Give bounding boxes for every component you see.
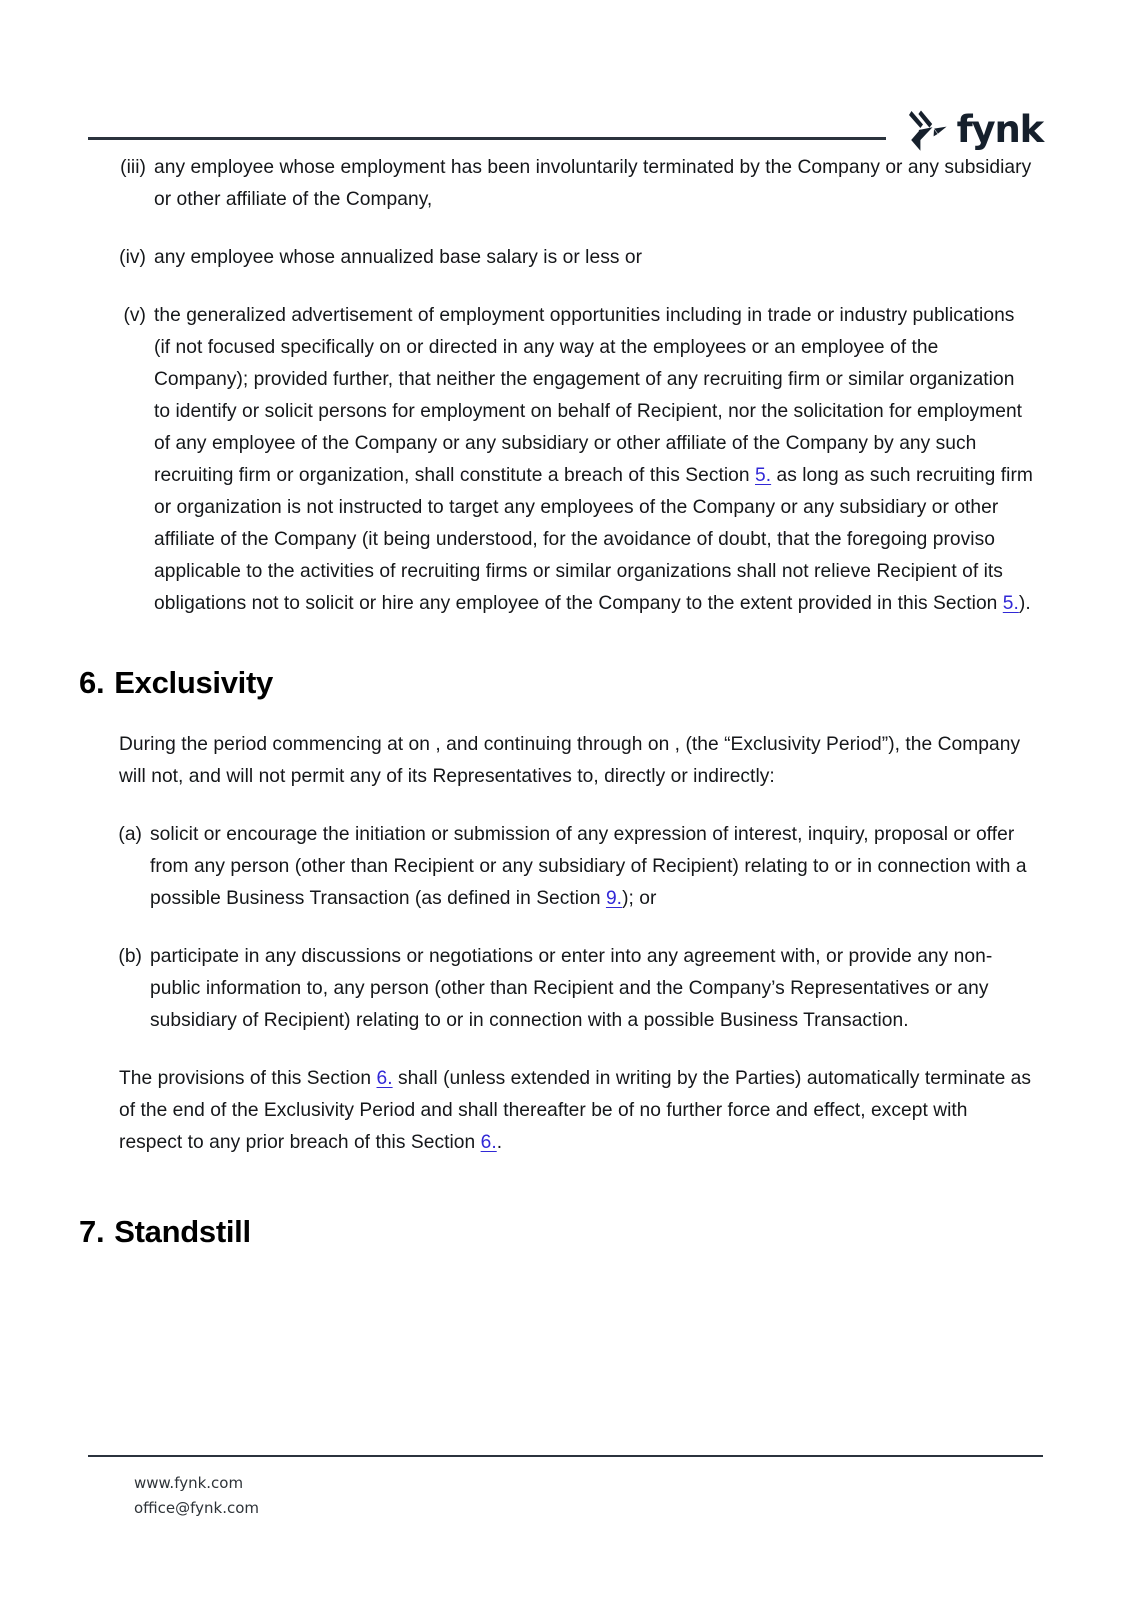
section6-closing-paragraph [119, 1063, 1034, 1159]
section-heading-7 [79, 1213, 1034, 1250]
brand-wordmark: fynk [956, 108, 1043, 151]
list-item-text: any employee whose employment has been involuntarily terminated by the Company or any subsidiary or other affiliate of the Company, [154, 157, 1032, 210]
list-marker: (b) [118, 946, 142, 968]
page-header [88, 104, 1043, 152]
clause-text-part: solicit or encourage the initiation or submission of any expression of interest, inquiry, proposal or offer from any person (other than Recipient or any subsidiary of Recipient) relating to or in connection with a possible Business Transaction (as defined in Section [150, 824, 1027, 910]
section6-intro-paragraph: During the period commencing at on , and continuing through on , (the “Exclusivity Period”), the Company will not, and will not permit any of its Representatives to, directly or indirectly: [119, 734, 1021, 788]
section-number: 6. [79, 665, 105, 700]
section-reference-link[interactable]: 5. [1002, 593, 1019, 614]
list-marker: (v) [123, 305, 146, 326]
list-item-text [154, 300, 1034, 620]
section-number: 7. [79, 1214, 105, 1250]
clause-text-part: . [496, 1132, 503, 1154]
section-reference-link[interactable]: 6. [376, 1068, 393, 1090]
list-item [108, 941, 1034, 1037]
clause-text-part: shall (unless extended in writing by the Parties) automatically terminate as of the end of the Exclusivity Period and shall thereafter be of no further force and effect, except with respect to any prior breach of this Section [119, 1068, 1032, 1154]
section-reference-link[interactable]: 9. [605, 888, 623, 910]
section-reference-link[interactable]: 5. [755, 465, 772, 486]
list-item [108, 242, 1034, 274]
page-footer [88, 1455, 1043, 1521]
clause-text-part: The provisions of this Section [119, 1068, 377, 1090]
brand-logo [908, 109, 1043, 153]
footer-website[interactable]: www.fynk.com [134, 1474, 244, 1492]
section-title: Standstill [114, 1214, 251, 1250]
list-marker: (a) [118, 824, 142, 846]
list-item-text: any employee whose annualized base salary is or less or [154, 247, 643, 268]
lettered-list [108, 819, 1034, 1037]
list-marker: (iv) [119, 247, 146, 268]
clause-text-part: participate in any discussions or negotiations or enter into any agreement with, or provide any non-public information to, any person (other than Recipient and the Company’s Representatives or any subsidiary of Recipient) relating to or in connection with a possible Business Transaction. [150, 946, 993, 1032]
clause-text-part: ). [1018, 593, 1031, 614]
list-item [108, 152, 1034, 216]
footer-divider [88, 1455, 1043, 1457]
footer-contact-info [134, 1471, 1043, 1521]
section-heading-6 [79, 664, 1034, 701]
document-content [79, 152, 1034, 1250]
clause-text-part: the generalized advertisement of employment opportunities including in trade or industry publications (if not focused specifically on or directed in any way at the employees or an employee of the Company); provided further, that neither the engagement of any recruiting firm or similar organization to identify or solicit persons for employment on behalf of Recipient, nor the solicitation for employment of any employee of the Company or any subsidiary or other affiliate of the Company by any such recruiting firm or organization, shall constitute a breach of this Section [154, 305, 1023, 486]
header-divider [88, 137, 886, 140]
roman-numeral-list [108, 152, 1034, 620]
list-item-text [150, 819, 1034, 915]
clause-text-part: as long as such recruiting firm or organization is not instructed to target any employees of the Company or any subsidiary or other affiliate of the Company (it being understood, for the avoidance of doubt, that the foregoing proviso applicable to the activities of recruiting firms or similar organizations shall not relieve Recipient of its obligations not to solicit or hire any employee of the Company to the extent provided in this Section [154, 465, 1033, 614]
footer-email[interactable]: office@fynk.com [134, 1499, 260, 1517]
clause-text-part: ); or [622, 888, 657, 910]
section-title: Exclusivity [114, 665, 273, 700]
list-item [108, 819, 1034, 915]
list-marker: (iii) [120, 157, 146, 178]
list-item-text [150, 941, 1034, 1037]
fynk-origami-bird-logo-icon [908, 109, 948, 153]
list-item [108, 300, 1034, 620]
section-reference-link[interactable]: 6. [480, 1132, 497, 1154]
